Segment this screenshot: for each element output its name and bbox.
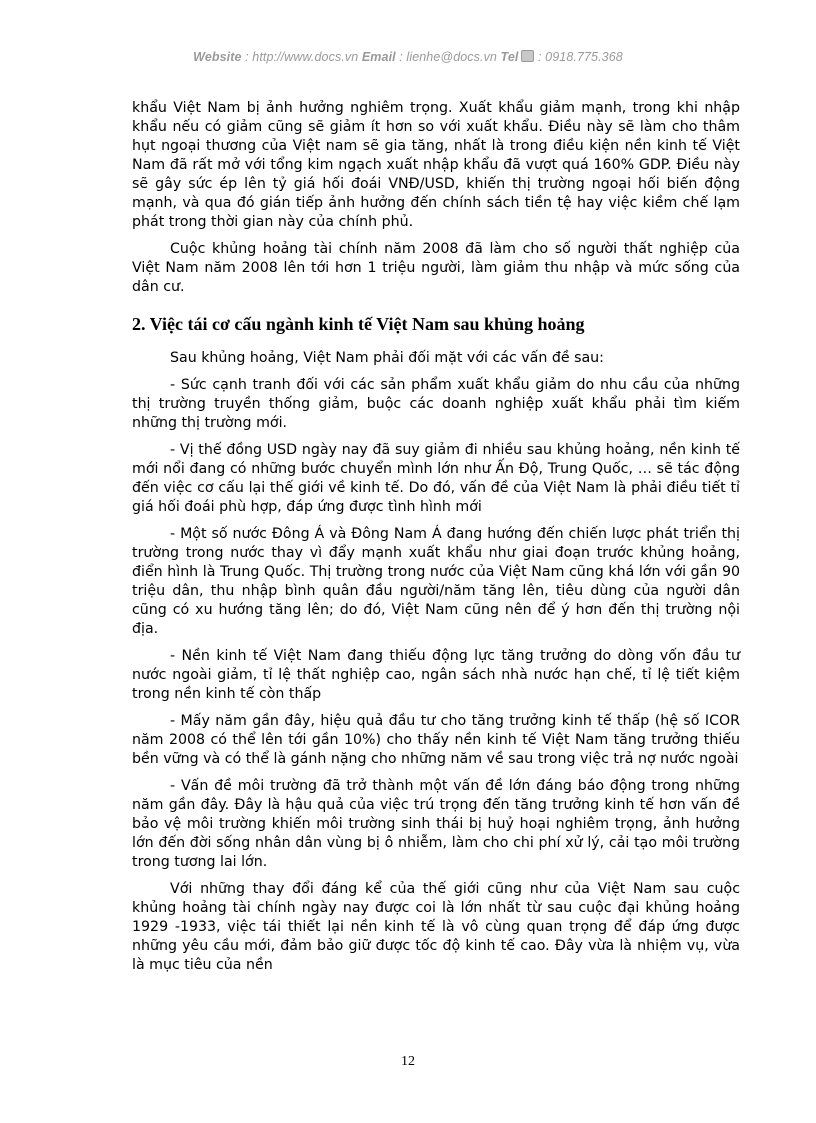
email-value: : lienhe@docs.vn — [395, 50, 501, 64]
tel-value: : 0918.775.368 — [534, 50, 623, 64]
tel-label: Tel — [500, 50, 519, 64]
paragraph-8: - Mấy năm gần đây, hiệu quả đầu tư cho tăng trưởng kinh tế thấp (hệ số ICOR năm 2008 có thể lên tới gần 10%) cho thấy nền kinh tế Việt Nam tăng trưởng thiếu bền vững và có thể là gánh nặng cho những năm về sau trong việc trả nợ nước ngoài — [132, 713, 740, 767]
paragraph-3: Sau khủng hoảng, Việt Nam phải đối mặt với các vấn đề sau: — [170, 350, 604, 366]
website-value: : http://www.docs.vn — [241, 50, 362, 64]
paragraph-10: Với những thay đổi đáng kể của thế giới cũng như của Việt Nam sau cuộc khủng hoảng tài chính ngày nay được coi là lớn nhất từ sau cuộc đại khủng hoảng 1929 -1933, việc tái thiết lại nền kinh tế là vô cùng quan trọng để đáp ứng được những yêu cầu mới, đảm bảo giữ được tốc độ kinh tế cao. Đây vừa là nhiệm vụ, vừa là mục tiêu của nền — [132, 881, 740, 973]
section-heading: 2. Việc tái cơ cấu ngành kinh tế Việt Nam sau khủng hoảng — [132, 314, 585, 334]
email-label: Email — [361, 50, 396, 64]
paragraph-2: Cuộc khủng hoảng tài chính năm 2008 đã làm cho số người thất nghiệp của Việt Nam năm 2008 lên tới hơn 1 triệu người, làm giảm thu nhập và mức sống của dân cư. — [132, 241, 740, 295]
website-label: Website — [193, 50, 242, 64]
document-body — [132, 99, 740, 983]
paragraph-4: - Sức cạnh tranh đối với các sản phẩm xuất khẩu giảm do nhu cầu của những thị trường truyền thống giảm, buộc các doanh nghiệp xuất khẩu phải tìm kiếm những thị trường mới. — [132, 377, 740, 431]
paragraph-5: - Vị thế đồng USD ngày nay đã suy giảm đi nhiều sau khủng hoảng, nền kinh tế mới nổi đang có những bước chuyển mình lớn như Ấn Độ, Trung Quốc, … sẽ tác động đến việc cơ cấu lại thế giới về kinh tế. Do đó, vấn đề của Việt Nam là phải điều tiết tỉ giá hối đoái phù hợp, đáp ứng được tình hình mới — [132, 442, 740, 515]
paragraph-7: - Nền kinh tế Việt Nam đang thiếu động lực tăng trưởng do dòng vốn đầu tư nước ngoài giảm, tỉ lệ thất nghiệp cao, ngân sách nhà nước hạn chế, tỉ lệ tiết kiệm trong nền kinh tế còn thấp — [132, 648, 740, 702]
page-header — [0, 50, 816, 64]
page-number: 12 — [401, 1054, 415, 1069]
paragraph-6: - Một số nước Đông Á và Đông Nam Á đang hướng đến chiến lược phát triển thị trường trong nước thay vì đẩy mạnh xuất khẩu như giai đoạn trước khủng hoảng, điển hình là Trung Quốc. Thị trường trong nước của Việt Nam cũng khá lớn với gần 90 triệu dân, thu nhập bình quân đầu người/năm tăng lên, tiêu dùng của người dân cũng có xu hướng tăng lên; do đó, Việt Nam cũng nên để ý hơn đến thị trường nội địa. — [132, 526, 740, 637]
paragraph-9: - Vấn đề môi trường đã trở thành một vấn đề lớn đáng báo động trong những năm gần đây. Đây là hậu quả của việc trú trọng đến tăng trưởng kinh tế hơn vấn đề bảo vệ môi trường khiến môi trường sinh thái bị huỷ hoại nghiêm trọng, ảnh hưởng lớn đến đời sống nhân dân vùng bị ô nhiễm, làm cho chi phí xử lý, cải tạo môi trường trong tương lai lớn. — [132, 778, 740, 870]
paragraph-1: khẩu Việt Nam bị ảnh hưởng nghiêm trọng. Xuất khẩu giảm mạnh, trong khi nhập khẩu nếu có giảm cũng sẽ giảm ít hơn so với xuất khẩu. Điều này sẽ làm cho thâm hụt ngoại thương của Việt nam sẽ gia tăng, nhất là trong điều kiện nền kinh tế Việt Nam đã rất mở với tổng kim ngạch xuất nhập khẩu đã vượt quá 160% GDP. Điều này sẽ gây sức ép lên tỷ giá hối đoái VNĐ/USD, khiến thị trường ngoại hối biến động mạnh, và qua đó gián tiếp ảnh hưởng đến chính sách tiền tệ hay việc kiềm chế lạm phát trong thời gian này của chính phủ. — [132, 100, 740, 230]
phone-icon — [521, 50, 534, 62]
